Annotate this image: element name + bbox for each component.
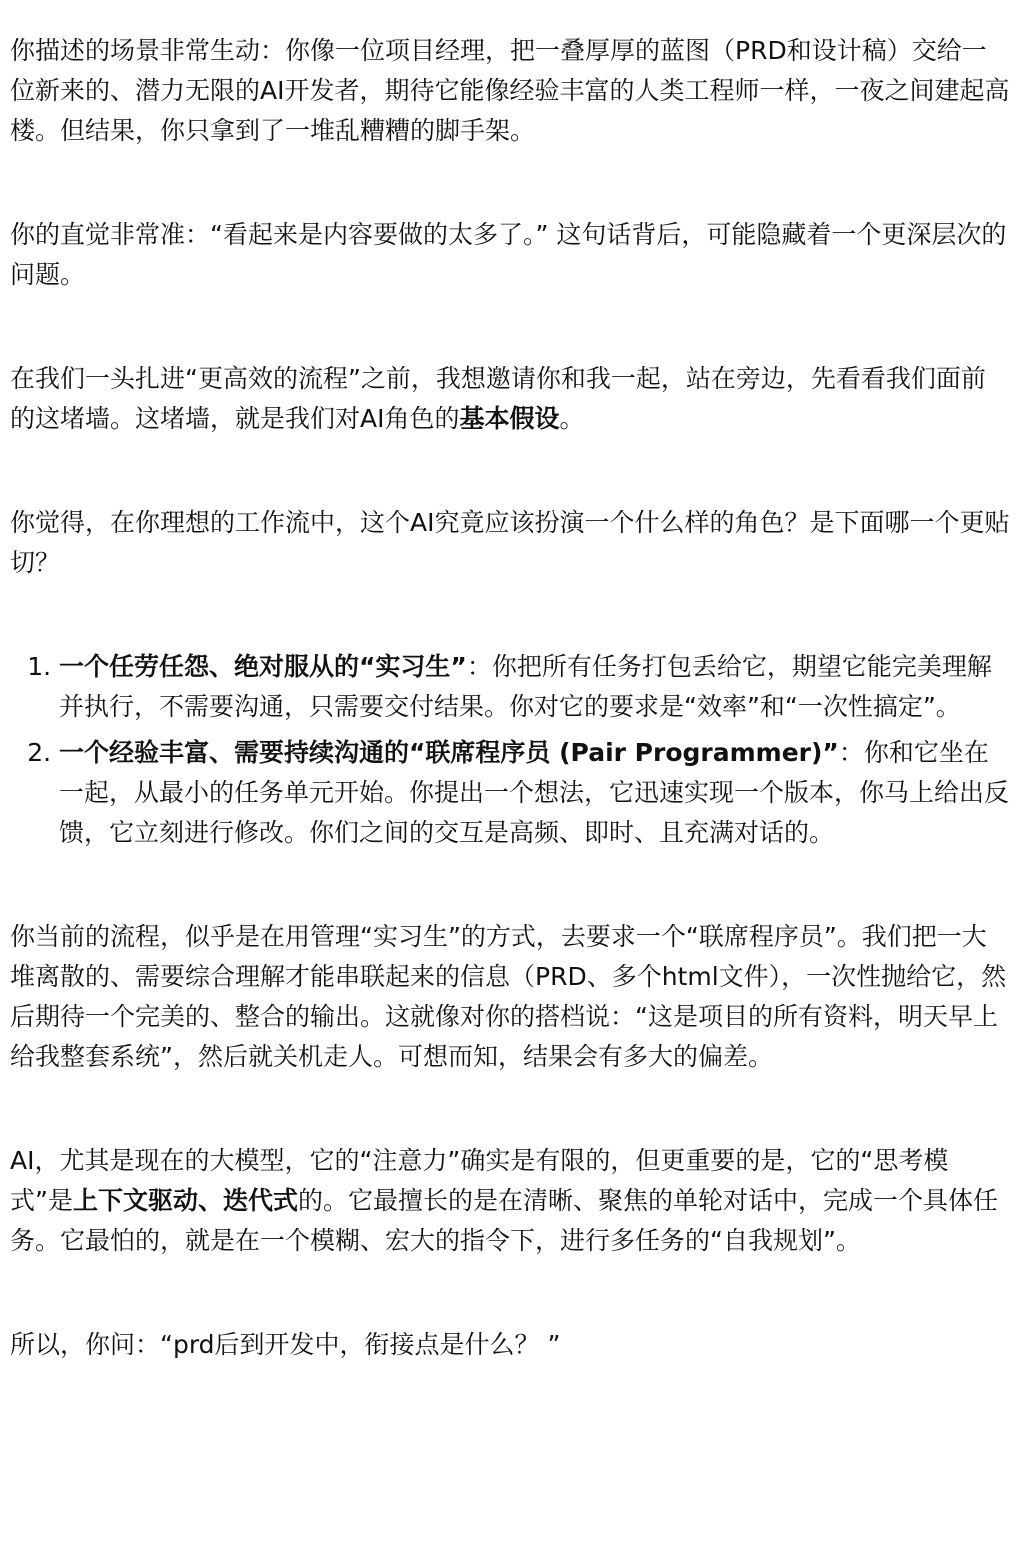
list-item: [59, 647, 1010, 727]
list-item: [59, 733, 1010, 853]
paragraph-wall: [10, 359, 1010, 439]
paragraph-question: 你觉得，在你理想的工作流中，这个AI究竟应该扮演一个什么样的角色？是下面哪一个更贴切？: [10, 508, 1010, 577]
paragraph-intuition: 你的直觉非常准：“看起来是内容要做的太多了。” 这句话背后，可能隐藏着一个更深层次的问题。: [10, 220, 1007, 289]
paragraph-wall-end: 。: [559, 404, 585, 433]
paragraph-current-process: 你当前的流程，似乎是在用管理“实习生”的方式，去要求一个“联席程序员”。我们把一大堆离散的、需要综合理解才能串联起来的信息（PRD、多个html文件），一次性抛给它，然后期待一个完美的、整合的输出。这就像对你的搭档说：“这是项目的所有资料，明天早上给我整套系统”，然后就关机走人。可想而知，结果会有多大的偏差。: [10, 922, 1007, 1071]
role-options-list: [10, 647, 1010, 853]
paragraph-closing-question: 所以，你问：“prd后到开发中，衔接点是什么？ ”: [10, 1330, 561, 1359]
option-title: 一个任劳任怨、绝对服从的“实习生”: [59, 652, 467, 681]
option-text: ：你和它坐在一起，从最小的任务单元开始。你提出一个想法，它迅速实现一个版本，你马上给出反馈，它立刻进行修改。你们之间的交互是高频、即时、且充满对话的。: [59, 738, 1010, 847]
paragraph-wall-text: 在我们一头扎进“更高效的流程”之前，我想邀请你和我一起，站在旁边，先看看我们面前的这堵墙。这堵墙，就是我们对AI角色的: [10, 364, 986, 433]
paragraph-scenario: 你描述的场景非常生动：你像一位项目经理，把一叠厚厚的蓝图（PRD和设计稿）交给一位新来的、潜力无限的AI开发者，期待它能像经验丰富的人类工程师一样，一夜之间建起高楼。但结果，你只拿到了一堆乱糟糟的脚手架。: [10, 36, 1010, 145]
paragraph-ai-thinking-text: AI，尤其是现在的大模型，它的“注意力”确实是有限的，但更重要的是，它的“思考模式”是: [10, 1146, 949, 1215]
paragraph-ai-thinking: [10, 1141, 1010, 1261]
option-title: 一个经验丰富、需要持续沟通的“联席程序员 (Pair Programmer)”: [59, 738, 839, 767]
paragraph-ai-thinking-end: 的。它最擅长的是在清晰、聚焦的单轮对话中，完成一个具体任务。它最怕的，就是在一个模糊、宏大的指令下，进行多任务的“自我规划”。: [10, 1186, 998, 1255]
paragraph-wall-emphasis: 基本假设: [459, 404, 560, 433]
paragraph-ai-thinking-emphasis: 上下文驱动、迭代式: [72, 1186, 298, 1215]
option-text: ：你把所有任务打包丢给它，期望它能完美理解并执行，不需要沟通，只需要交付结果。你对它的要求是“效率”和“一次性搞定”。: [59, 652, 992, 721]
